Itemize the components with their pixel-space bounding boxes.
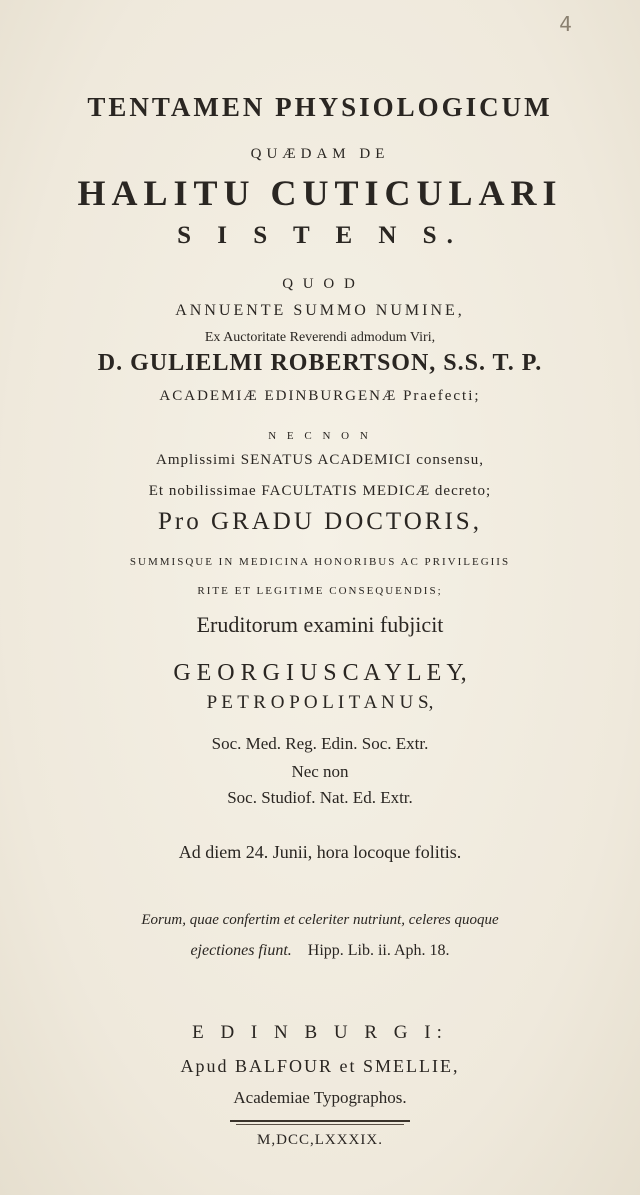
author-affiliation-2: Nec non: [291, 762, 349, 781]
imprint-rule: [230, 1120, 410, 1122]
facultatis-line: Et nobilissimae FACULTATIS MEDICÆ decreto;: [148, 483, 492, 499]
title-line-3: HALITU CUTICULARI: [77, 173, 563, 213]
necnon-line: N E C N O N: [268, 430, 372, 442]
robertson-line: D. GULIELMI ROBERTSON, S.S. T. P.: [97, 350, 543, 376]
epigraph-quote-end: ejectiones fiunt.: [190, 942, 292, 959]
academiae-line: ACADEMIÆ EDINBURGENÆ Praefecti;: [159, 388, 481, 404]
epigraph-source: Hipp. Lib. ii. Aph. 18.: [307, 942, 450, 959]
title-line-1: TENTAMEN PHYSIOLOGICUM: [87, 92, 553, 122]
date-line: Ad diem 24. Junii, hora locoque folitis.: [178, 842, 462, 862]
epigraph-line-1: Eorum, quae confertim et celeriter nutriunt, celeres quoque: [141, 912, 499, 928]
epigraph-line-2: [0, 942, 640, 960]
summisque-line: SUMMISQUE IN MEDICINA HONORIBUS AC PRIVILEGIIS: [129, 556, 511, 568]
quod-line: Q U O D: [282, 276, 358, 292]
page-number: 4: [559, 12, 572, 36]
imprint-role: Academiae Typographos.: [233, 1088, 407, 1107]
senatus-line: Amplissimi SENATUS ACADEMICI consensu,: [155, 452, 485, 468]
eruditorum-line: Eruditorum examini fubjicit: [196, 612, 444, 637]
pro-gradu-line: Pro GRADU DOCTORIS,: [158, 508, 482, 535]
title-line-2: QUÆDAM DE: [250, 146, 390, 162]
ex-auctoritate-line: Ex Auctoritate Reverendi admodum Viri,: [204, 330, 436, 345]
author-affiliation-1: Soc. Med. Reg. Edin. Soc. Extr.: [211, 734, 429, 753]
imprint-city: E D I N B U R G I:: [192, 1022, 448, 1043]
imprint-printers: Apud BALFOUR et SMELLIE,: [180, 1056, 460, 1076]
title-line-4: S I S T E N S.: [177, 222, 463, 249]
author-affiliation-3: Soc. Studiof. Nat. Ed. Extr.: [227, 788, 413, 807]
rite-line: RITE ET LEGITIME CONSEQUENDIS;: [197, 585, 443, 597]
annuente-line: ANNUENTE SUMMO NUMINE,: [175, 302, 465, 319]
author-name: G E O R G I U S C A Y L E Y,: [173, 660, 467, 686]
imprint-rule-thin: [236, 1124, 404, 1125]
author-origin: P E T R O P O L I T A N U S,: [206, 692, 434, 713]
imprint-year: M,DCC,LXXXIX.: [257, 1132, 383, 1148]
